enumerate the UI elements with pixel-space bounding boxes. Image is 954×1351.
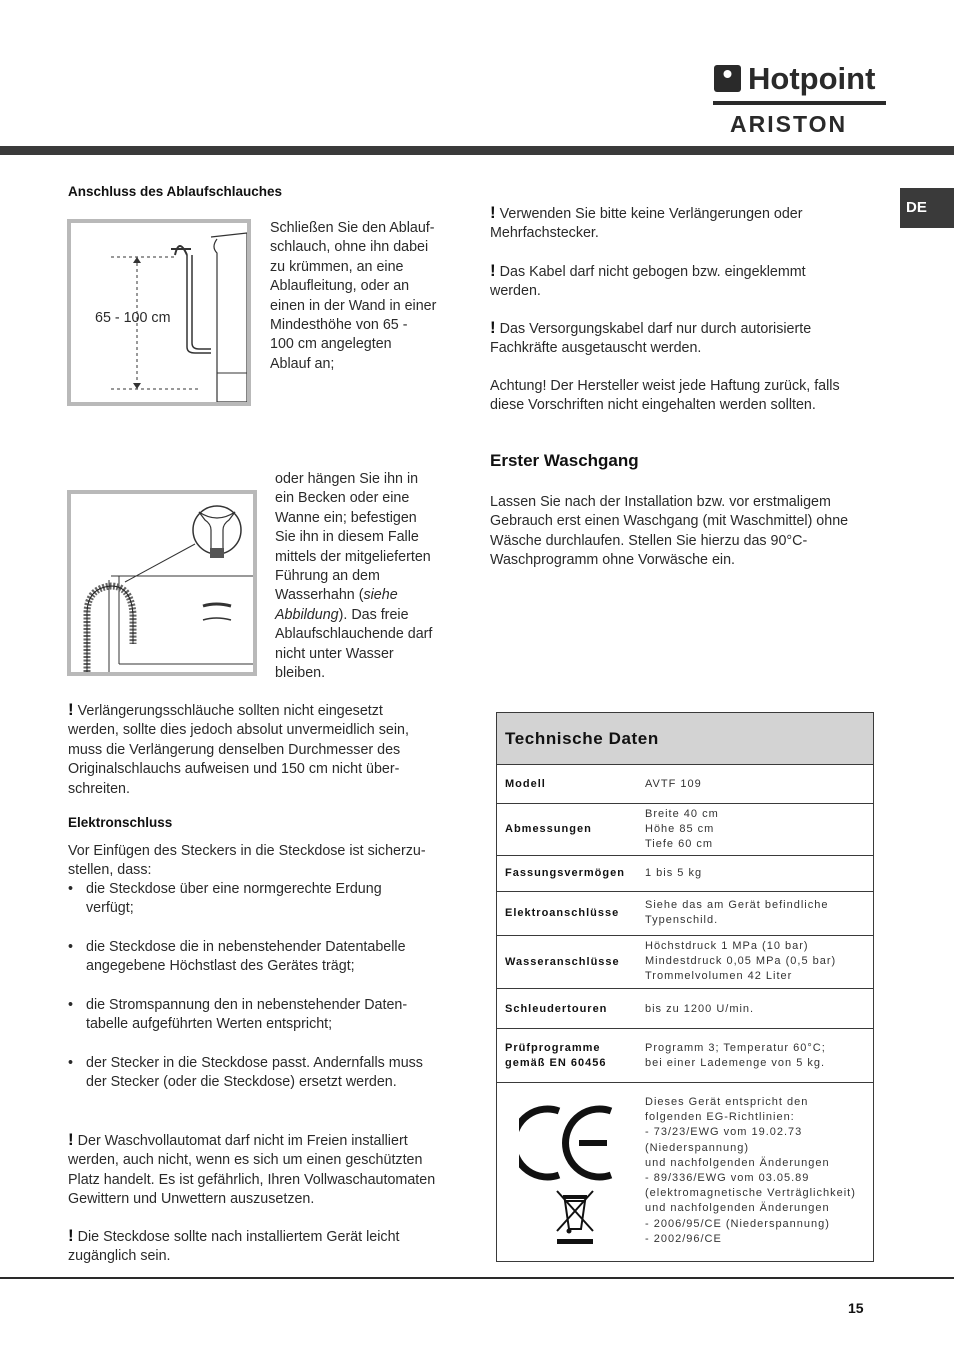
warning-line: Originalschlauchs aufweisen und 150 cm nicht über- bbox=[68, 761, 400, 778]
page-number: 15 bbox=[848, 1300, 864, 1316]
table-row bbox=[497, 1029, 873, 1083]
language-tab: DE bbox=[900, 188, 954, 228]
row-label-line: gemäß EN 60456 bbox=[505, 1057, 607, 1069]
footer-divider bbox=[0, 1277, 954, 1279]
warning-line: werden, sollte dies jedoch absolut unvermeidlich sein, bbox=[68, 722, 409, 739]
ce-text-line: Dieses Gerät entspricht den bbox=[645, 1096, 809, 1108]
warning-text: Der Waschvollautomat darf nicht im Freien installiert bbox=[77, 1133, 408, 1149]
row-value-line: Mindestdruck 0,05 MPa (0,5 bar) bbox=[645, 955, 837, 968]
liability-line: Achtung! Der Hersteller weist jede Haftung zurück, falls bbox=[490, 378, 840, 394]
warning-line bbox=[68, 700, 448, 721]
bullet-line: der Stecker (oder die Steckdose) ersetzt werden. bbox=[86, 1074, 397, 1091]
drain-text-line: Ablaufleitung, oder an bbox=[270, 278, 410, 295]
hang-text-line: nicht unter Wasser bbox=[275, 645, 394, 662]
hang-text-fragment: ). Das freie bbox=[338, 606, 409, 623]
header-bar bbox=[0, 146, 954, 155]
first-wash-heading: Erster Waschgang bbox=[490, 451, 639, 470]
first-wash-line: Gebrauch erst einen Waschgang (mit Waschmittel) ohne bbox=[490, 513, 849, 530]
hang-text-line: Führung an dem bbox=[275, 568, 380, 585]
ce-text-line: - 73/23/EWG vom 19.02.73 bbox=[645, 1126, 803, 1139]
ce-text-line: (Niederspannung) bbox=[645, 1141, 750, 1154]
warning-line: Platz handelt. Es ist gefährlich, Ihren Vollwaschautomaten bbox=[68, 1171, 436, 1188]
bullet-line: die Steckdose die in nebenstehender Datentabelle bbox=[86, 939, 406, 955]
row-label: Elektroanschlüsse bbox=[505, 907, 620, 919]
bullet-icon: • bbox=[68, 939, 74, 955]
electrical-bullet bbox=[68, 1054, 448, 1093]
drain-heading: Anschluss des Ablaufschlauches bbox=[68, 184, 283, 199]
hang-text-line: oder hängen Sie ihn in bbox=[275, 471, 419, 487]
ce-text-line: - 89/336/EWG vom 03.05.89 bbox=[645, 1172, 810, 1185]
electrical-bullet bbox=[68, 996, 448, 1035]
electrical-heading: Elektronschluss bbox=[68, 815, 173, 830]
first-wash-line: Wäsche durchlaufen. Stellen Sie hierzu das 90°C- bbox=[490, 532, 808, 549]
warning-line: Gewittern und Unwettern auszusetzen. bbox=[68, 1191, 315, 1208]
row-value: bis zu 1200 U/min. bbox=[645, 1003, 755, 1015]
warning-line: muss die Verlängerung denselben Durchmesser des bbox=[68, 741, 401, 758]
first-wash-line: Waschprogramm ohne Vorwäsche ein. bbox=[490, 552, 736, 569]
row-value bbox=[645, 898, 828, 928]
drain-text-line: 100 cm angelegten bbox=[270, 336, 392, 353]
hang-text-line: bleiben. bbox=[275, 665, 326, 682]
hang-text-line: Wanne ein; befestigen bbox=[275, 509, 417, 526]
brand-logo-mark bbox=[714, 60, 886, 100]
hang-text-line: mittels der mitgelieferten bbox=[275, 548, 431, 565]
drain-text-line: Schließen Sie den Ablauf- bbox=[270, 220, 435, 236]
warning-line: werden, auch nicht, wenn es sich um einen geschützten bbox=[68, 1152, 423, 1169]
row-label bbox=[505, 1041, 606, 1071]
ce-text-line: - 2002/96/CE bbox=[645, 1232, 722, 1245]
bullet-line: der Stecker in die Steckdose passt. Andernfalls muss bbox=[86, 1055, 423, 1071]
drain-text bbox=[270, 219, 436, 374]
electrical-intro bbox=[68, 842, 448, 881]
warning-text: Die Steckdose sollte nach installiertem Gerät leicht bbox=[77, 1229, 400, 1245]
row-value-line: Tiefe 60 cm bbox=[645, 838, 714, 851]
table-row bbox=[497, 804, 873, 856]
row-value bbox=[645, 807, 719, 853]
hang-text-line: ein Becken oder eine bbox=[275, 490, 410, 507]
row-value-line: Programm 3; Temperatur 60°C; bbox=[645, 1042, 826, 1054]
row-label: Wasseranschlüsse bbox=[505, 956, 620, 968]
ce-conformity-row bbox=[497, 1083, 873, 1261]
drain-text-line: schlauch, ohne ihn dabei bbox=[270, 239, 429, 256]
warning-socket bbox=[68, 1226, 448, 1267]
bullet-line: tabelle aufgeführten Werten entspricht; bbox=[86, 1016, 333, 1033]
first-wash-text bbox=[490, 493, 880, 571]
bullet-line: verfügt; bbox=[86, 900, 134, 917]
row-value bbox=[645, 1041, 826, 1071]
electrical-bullet bbox=[68, 938, 448, 977]
liability-note bbox=[490, 377, 880, 416]
warning-cable bbox=[490, 261, 870, 302]
ce-text-line: und nachfolgenden Änderungen bbox=[645, 1156, 830, 1169]
row-label: Fassungsvermögen bbox=[505, 867, 625, 879]
row-label: Modell bbox=[505, 778, 546, 790]
liability-line: diese Vorschriften nicht eingehalten werden sollten. bbox=[490, 397, 816, 414]
warning-extension bbox=[68, 700, 448, 799]
bullet-icon: • bbox=[68, 997, 74, 1013]
drain-text-line: Mindesthöhe von 65 - bbox=[270, 317, 408, 334]
drain-text-line: Ablauf an; bbox=[270, 355, 335, 372]
warning-line: schreiten. bbox=[68, 780, 130, 797]
warning-line bbox=[68, 1130, 448, 1151]
row-value-line: Typenschild. bbox=[645, 914, 719, 927]
warning-no-extension bbox=[490, 203, 870, 244]
brand-name: Hotpoint bbox=[748, 61, 876, 96]
warning-text: Verwenden Sie bitte keine Verlängerungen oder bbox=[499, 206, 803, 222]
hang-text-italic: siehe bbox=[363, 587, 398, 604]
ce-text-line: - 2006/95/CE (Niederspannung) bbox=[645, 1217, 830, 1230]
warning-icon: ! bbox=[68, 700, 74, 719]
warning-icon: ! bbox=[490, 203, 496, 222]
hang-text-line bbox=[275, 586, 432, 605]
logo-divider bbox=[713, 101, 886, 105]
table-row bbox=[497, 936, 873, 989]
hang-text-line: Sie ihn in diesem Falle bbox=[275, 529, 419, 546]
warning-line bbox=[490, 261, 870, 282]
brand-logo bbox=[714, 60, 886, 100]
row-label: Abmessungen bbox=[505, 823, 592, 835]
table-row bbox=[497, 856, 873, 892]
hang-text bbox=[275, 470, 432, 683]
hang-text-fragment: Wasserhahn ( bbox=[275, 587, 364, 604]
drain-text-line: zu krümmen, an eine bbox=[270, 258, 404, 275]
warning-outdoor bbox=[68, 1130, 448, 1210]
electrical-bullet bbox=[68, 880, 448, 919]
warning-line bbox=[68, 1226, 448, 1247]
tech-data-table bbox=[496, 712, 874, 1262]
fig1-height-label: 65 - 100 cm bbox=[95, 310, 171, 326]
warning-line: werden. bbox=[490, 283, 541, 300]
row-value-line: Breite 40 cm bbox=[645, 808, 719, 820]
bullet-icon: • bbox=[68, 881, 74, 897]
warning-text: Das Kabel darf nicht gebogen bzw. eingeklemmt bbox=[499, 264, 806, 280]
row-value-line: Höchstdruck 1 MPa (10 bar) bbox=[645, 940, 809, 952]
row-label-line: Prüfprogramme bbox=[505, 1042, 601, 1054]
ce-conformity-text bbox=[645, 1095, 856, 1247]
bullet-icon: • bbox=[68, 1055, 74, 1071]
row-value: AVTF 109 bbox=[645, 778, 702, 790]
warning-supply-cable bbox=[490, 318, 870, 359]
warning-icon: ! bbox=[490, 261, 496, 280]
warning-text: Das Versorgungskabel darf nur durch autorisierte bbox=[499, 321, 812, 337]
row-label: Schleudertouren bbox=[505, 1003, 608, 1015]
warning-icon: ! bbox=[490, 318, 496, 337]
bullet-line: die Steckdose über eine normgerechte Erdung bbox=[86, 881, 382, 897]
first-wash-line: Lassen Sie nach der Installation bzw. vor erstmaligem bbox=[490, 494, 831, 510]
bullet-line: angegebene Höchstlast des Gerätes trägt; bbox=[86, 958, 355, 975]
row-value-line: Trommelvolumen 42 Liter bbox=[645, 970, 793, 983]
warning-line: Fachkräfte ausgetauscht werden. bbox=[490, 340, 702, 357]
ce-text-line: und nachfolgenden Änderungen bbox=[645, 1202, 830, 1215]
brand-subname: ARISTON bbox=[730, 111, 848, 137]
drain-figure-basin bbox=[67, 490, 257, 676]
bullet-line: die Stromspannung den in nebenstehender Daten- bbox=[86, 997, 408, 1013]
ce-text-line: (elektromagnetische Verträglichkeit) bbox=[645, 1187, 856, 1200]
hang-text-line bbox=[275, 606, 432, 625]
row-value bbox=[645, 939, 836, 985]
row-value-line: Höhe 85 cm bbox=[645, 823, 715, 836]
electrical-intro-line: stellen, dass: bbox=[68, 862, 152, 879]
warning-line: zugänglich sein. bbox=[68, 1248, 171, 1265]
table-row bbox=[497, 765, 873, 804]
table-row bbox=[497, 892, 873, 936]
warning-text: Verlängerungsschläuche sollten nicht eingesetzt bbox=[77, 703, 383, 719]
ce-mark-icon bbox=[519, 1105, 615, 1245]
ce-text-line: folgenden EG-Richtlinien: bbox=[645, 1111, 795, 1124]
row-value-line: Siehe das am Gerät befindliche bbox=[645, 899, 829, 911]
table-row bbox=[497, 989, 873, 1029]
warning-line bbox=[490, 318, 870, 339]
drain-text-line: einen in der Wand in einer bbox=[270, 297, 437, 314]
tech-data-title: Technische Daten bbox=[505, 729, 659, 748]
warning-line: Mehrfachstecker. bbox=[490, 225, 599, 242]
hang-text-line: Ablaufschlauchende darf bbox=[275, 626, 433, 643]
warning-icon: ! bbox=[68, 1130, 74, 1149]
row-value: 1 bis 5 kg bbox=[645, 867, 703, 879]
weee-bin-icon bbox=[557, 1191, 593, 1244]
hang-text-italic: Abbildung bbox=[275, 606, 339, 623]
row-value-line: bei einer Lademenge von 5 kg. bbox=[645, 1057, 826, 1070]
electrical-intro-line: Vor Einfügen des Steckers in die Steckdose ist sicherzu- bbox=[68, 843, 426, 859]
warning-line bbox=[490, 203, 870, 224]
warning-icon: ! bbox=[68, 1226, 74, 1245]
tech-data-header bbox=[497, 713, 873, 765]
